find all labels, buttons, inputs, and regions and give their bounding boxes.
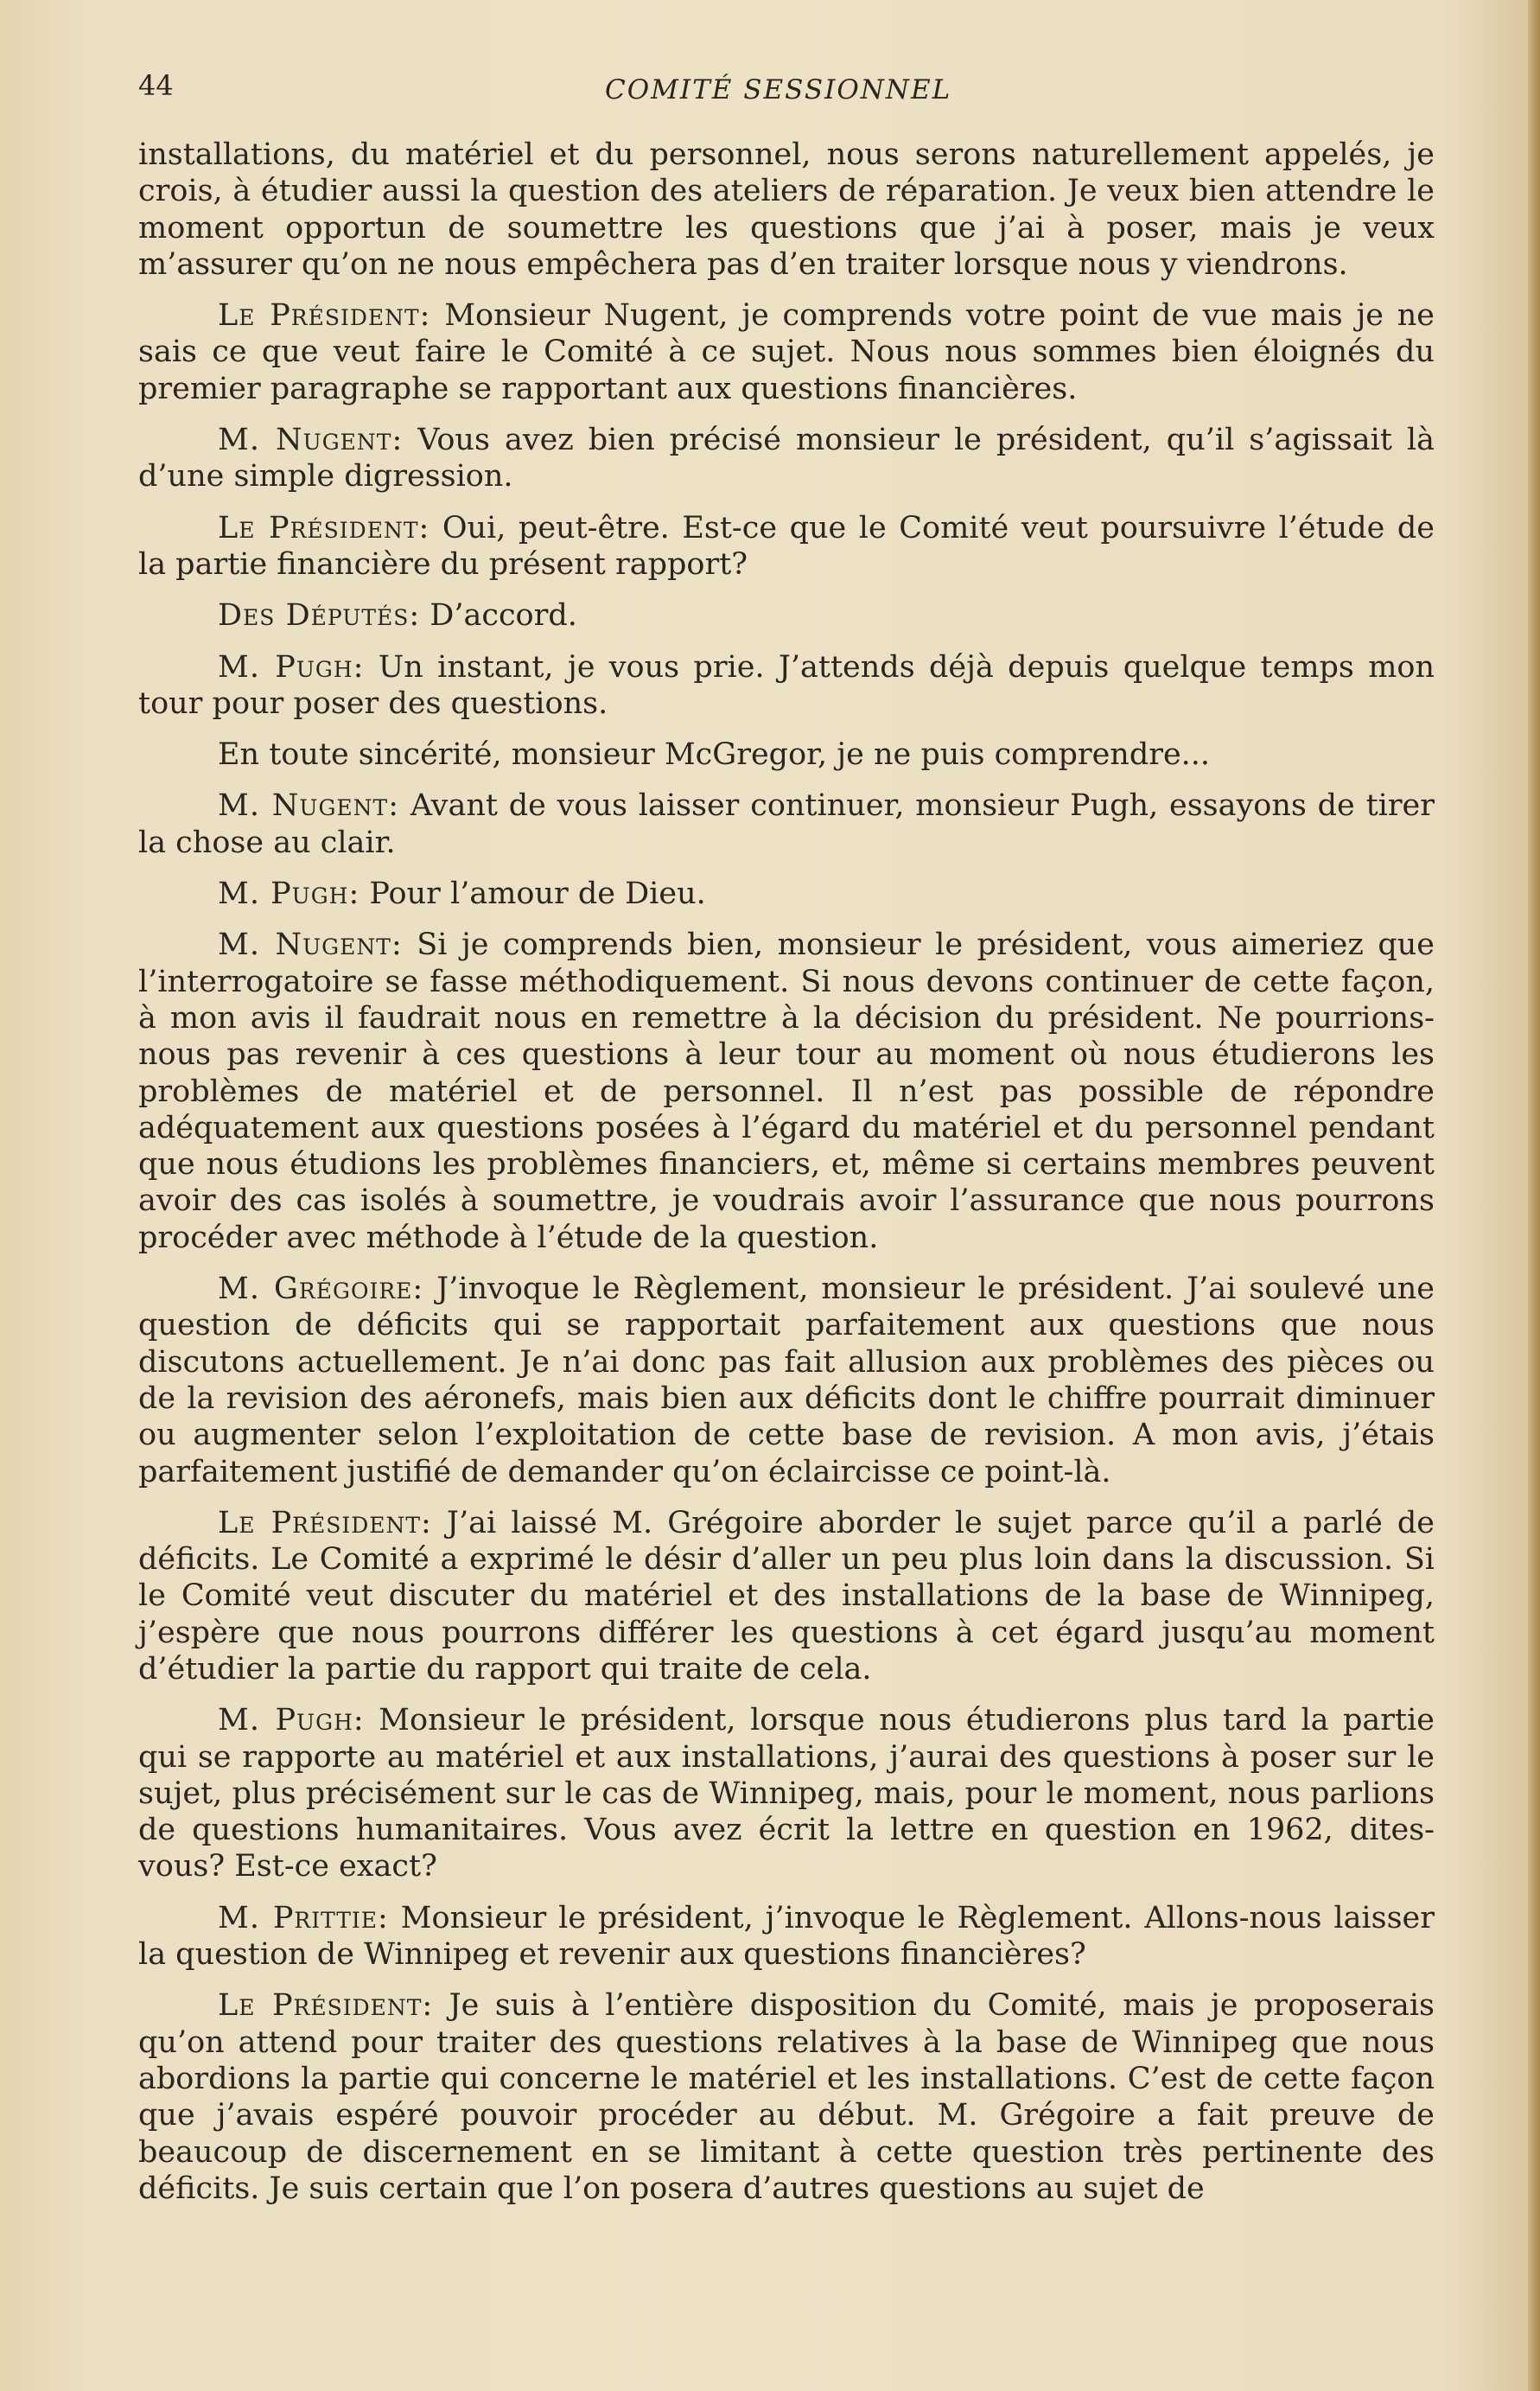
paragraph-text: J’ai laissé M. Grégoire aborder le sujet parce qu’il a parlé de déficits. Le Comité a exprimé le désir d’aller un peu plus loin dans la discussion. Si le Comité veut discuter du matériel et des installations de la base de Winnipeg, j’espère que nous pourrons différer les questions à cet égard jusqu’au moment d’étudier la partie du rapport qui traite de cela. — [138, 1505, 1435, 1686]
paragraph — [138, 422, 1435, 495]
body-text — [138, 137, 1435, 2222]
paragraph — [138, 1987, 1435, 2207]
speaker-label: M. Pugh: — [218, 1703, 365, 1738]
paragraph-text: Monsieur le président, lorsque nous étudierons plus tard la partie qui se rapporte au matériel et aux installations, j’aurai des questions à poser sur le sujet, plus précisément sur le cas de Winnipeg, mais, pour le moment, nous parlions de questions humanitaires. Vous avez écrit la lettre en question en 1962, dites-vous? Est-ce exact? — [138, 1703, 1435, 1884]
speaker-label: Le Président: — [218, 298, 431, 334]
paragraph-text: Monsieur le président, j’invoque le Règlement. Allons-nous laisser la question de Winnipeg et revenir aux questions financières? — [138, 1900, 1435, 1973]
paragraph-text: En toute sincérité, monsieur McGregor, je ne puis comprendre... — [218, 737, 1211, 773]
paragraph — [138, 927, 1435, 1256]
paragraph-text: Avant de vous laisser continuer, monsieur Pugh, essayons de tirer la chose au clair. — [138, 788, 1435, 860]
paragraph-text: Un instant, je vous prie. J’attends déjà depuis quelque temps mon tour pour poser des questions. — [138, 649, 1435, 721]
paragraph — [138, 1900, 1435, 1973]
paragraph — [138, 1505, 1435, 1687]
paragraph-text: Vous avez bien précisé monsieur le président, qu’il s’agissait là d’une simple digression. — [138, 423, 1435, 494]
paragraph-text: J’invoque le Règlement, monsieur le président. J’ai soulevé une question de déficits qui se rapportait parfaitement aux questions que nous discutons actuellement. Je n’ai donc pas fait allusion aux problèmes des pièces ou de la revision des aéronefs, mais bien aux déficits dont le chiffre pourrait diminuer ou augmenter selon l’exploitation de cette base de revision. A mon avis, j’étais parfaitement justifié de demander qu’on éclaircisse ce point-là. — [138, 1272, 1435, 1489]
paragraph-text: D’accord. — [420, 598, 577, 634]
running-title: COMITÉ SESSIONNEL — [605, 74, 952, 105]
paragraph — [138, 597, 1435, 634]
paragraph — [138, 649, 1435, 723]
speaker-label: M. Pugh: — [218, 877, 360, 912]
paragraph — [138, 297, 1435, 407]
paragraph — [138, 876, 1435, 912]
paragraph — [138, 736, 1435, 773]
speaker-label: M. Prittie: — [218, 1900, 389, 1935]
paragraph — [138, 787, 1435, 861]
paragraph — [138, 1271, 1435, 1490]
speaker-label: M. Nugent: — [218, 788, 400, 824]
speaker-label: M. Pugh: — [218, 649, 365, 685]
paragraph-text: installations, du matériel et du personnel, nous serons naturellement appelés, je crois, à étudier aussi la question des ateliers de réparation. Je veux bien attendre le moment opportun de soumettre les questions que j’ai à poser, mais je veux m’assurer qu’on ne nous empêchera pas d’en traiter lorsque nous y viendrons. — [138, 137, 1435, 282]
paragraph-text: Monsieur Nugent, je comprends votre point de vue mais je ne sais ce que veut faire le Comité à ce sujet. Nous nous sommes bien éloignés du premier paragraphe se rapportant aux questions financières. — [138, 298, 1435, 406]
page-edge-shadow — [1528, 0, 1540, 2391]
paragraph-text: Je suis à l’entière disposition du Comité, mais je proposerais qu’on attend pour traiter des questions relatives à la base de Winnipeg que nous abordions la partie qui concerne le matériel et les installations. C’est de cette façon que j’avais espéré pouvoir procéder au début. M. Grégoire a fait preuve de beaucoup de discernement en se limitant à cette question très pertinente des déficits. Je suis certain que l’on posera d’autres questions au sujet de — [138, 1988, 1435, 2206]
page-header — [138, 69, 1426, 112]
paragraph — [138, 137, 1435, 283]
speaker-label: M. Nugent: — [218, 928, 403, 963]
paragraph-text: Si je comprends bien, monsieur le président, vous aimeriez que l’interrogatoire se fasse méthodiquement. Si nous devons continuer de cette façon, à mon avis il faudrait nous en remettre à la décision du président. Ne pourrions-nous pas revenir à ces questions à leur tour au moment où nous étudierons les problèmes de matériel et de personnel. Il n’est pas possible de répondre adéquatement aux questions posées à l’égard du matériel et du personnel pendant que nous étudions les problèmes financiers, et, même si certains membres peuvent avoir des cas isolés à soumettre, je voudrais avoir l’assurance que nous pourrons procéder avec méthode à l’étude de la question. — [138, 928, 1435, 1255]
speaker-label: Le Président: — [218, 510, 430, 545]
paragraph-text: Oui, peut-être. Est-ce que le Comité veut poursuivre l’étude de la partie financière du présent rapport? — [138, 510, 1435, 582]
speaker-label: Le Président: — [218, 1505, 432, 1540]
speaker-label: M. Nugent: — [218, 423, 404, 458]
speaker-label: Le Président: — [218, 1988, 434, 2024]
paragraph-text: Pour l’amour de Dieu. — [360, 877, 706, 912]
paragraph — [138, 1702, 1435, 1884]
paragraph — [138, 510, 1435, 583]
speaker-label: Des Députés: — [218, 598, 421, 634]
speaker-label: M. Grégoire: — [218, 1272, 424, 1307]
page-number: 44 — [138, 69, 174, 102]
